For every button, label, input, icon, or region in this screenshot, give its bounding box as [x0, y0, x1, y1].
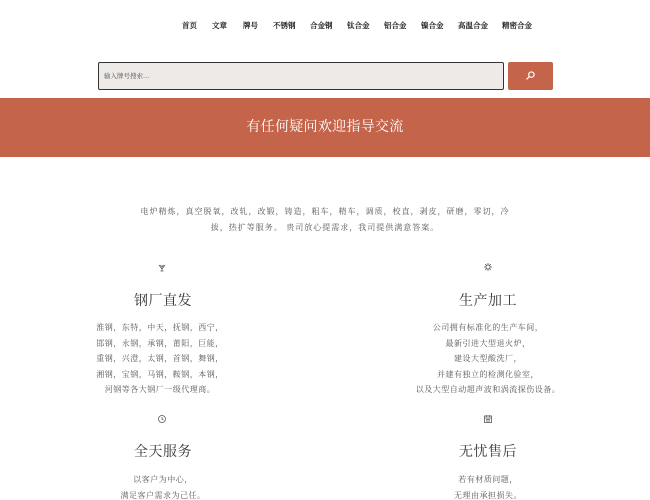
clock-icon	[157, 414, 167, 424]
feature-line: 以及大型自动超声波和涡流探伤设备。	[415, 385, 561, 394]
nav-item-articles[interactable]: 文章	[212, 21, 227, 30]
feature-line: 邯钢，永钢，承钢，莆阳，巨能，	[96, 338, 224, 348]
feature-title: 钢厂直发	[134, 293, 192, 309]
feature-line: 若有材质问题，	[458, 475, 518, 484]
nav-item-nickel-alloy[interactable]: 镍合金	[421, 21, 444, 30]
feature-line: 以客户为中心，	[133, 475, 193, 484]
contact-banner	[0, 98, 650, 157]
nav-item-titanium-alloy[interactable]: 钛合金	[347, 21, 370, 30]
factory-icon	[157, 262, 167, 272]
feature-line: 淮钢，东特，中天，抚钢，西宁，	[96, 323, 224, 332]
nav-item-superalloy[interactable]: 高温合金	[458, 21, 488, 30]
gear-icon	[483, 262, 493, 272]
feature-title: 全天服务	[134, 444, 192, 460]
feature-body	[368, 320, 608, 398]
feature-line: 最新引进大型退火炉，	[445, 338, 531, 348]
feature-line: 满足客户需求为己任。	[120, 490, 206, 500]
feature-line: 公司拥有标准化的生产车间，	[432, 323, 544, 332]
nav-item-aluminum-alloy[interactable]: 铝合金	[384, 21, 407, 30]
intro-line: 电炉精炼，真空脱氧，改轧，改锻，铸造，粗车，精车，调质，校直，剥皮，研磨，零切，冷	[140, 207, 510, 216]
nav-item-precision-alloy[interactable]: 精密合金	[502, 21, 532, 30]
nav-item-alloy-steel[interactable]: 合金钢	[310, 21, 333, 30]
feature-line: 无理由承担损失。	[454, 490, 522, 500]
intro-line: 拔，热扩等服务。 贵司放心提需求，我司提供满意答案。	[210, 222, 440, 232]
feature-title: 无忧售后	[459, 444, 517, 460]
nav-item-home[interactable]: 首页	[182, 21, 197, 30]
feature-line: 建设大型酸洗厂，	[454, 354, 522, 363]
search-button[interactable]	[508, 62, 553, 90]
feature-line: 重钢，兴澄，太钢，首钢，舞钢，	[96, 354, 224, 363]
banner-title: 有任何疑问欢迎指导交流	[246, 119, 404, 135]
calendar-icon	[483, 414, 493, 424]
feature-body	[368, 472, 608, 500]
feature-line: 河钢等各大钢厂一级代理商。	[104, 385, 216, 394]
nav-item-grades[interactable]: 牌号	[243, 21, 258, 30]
feature-line: 并建有独立的检测化验室，	[437, 369, 539, 379]
feature-body	[40, 320, 280, 398]
feature-line: 湘钢，宝钢，马钢，鞍钢，本钢，	[96, 369, 224, 379]
top-navigation	[0, 0, 650, 50]
search-input[interactable]	[98, 62, 504, 90]
nav-item-stainless-steel[interactable]: 不锈钢	[273, 21, 296, 30]
search-icon	[526, 71, 535, 80]
feature-title: 生产加工	[459, 293, 517, 309]
feature-body	[43, 472, 283, 500]
services-intro	[130, 204, 520, 235]
